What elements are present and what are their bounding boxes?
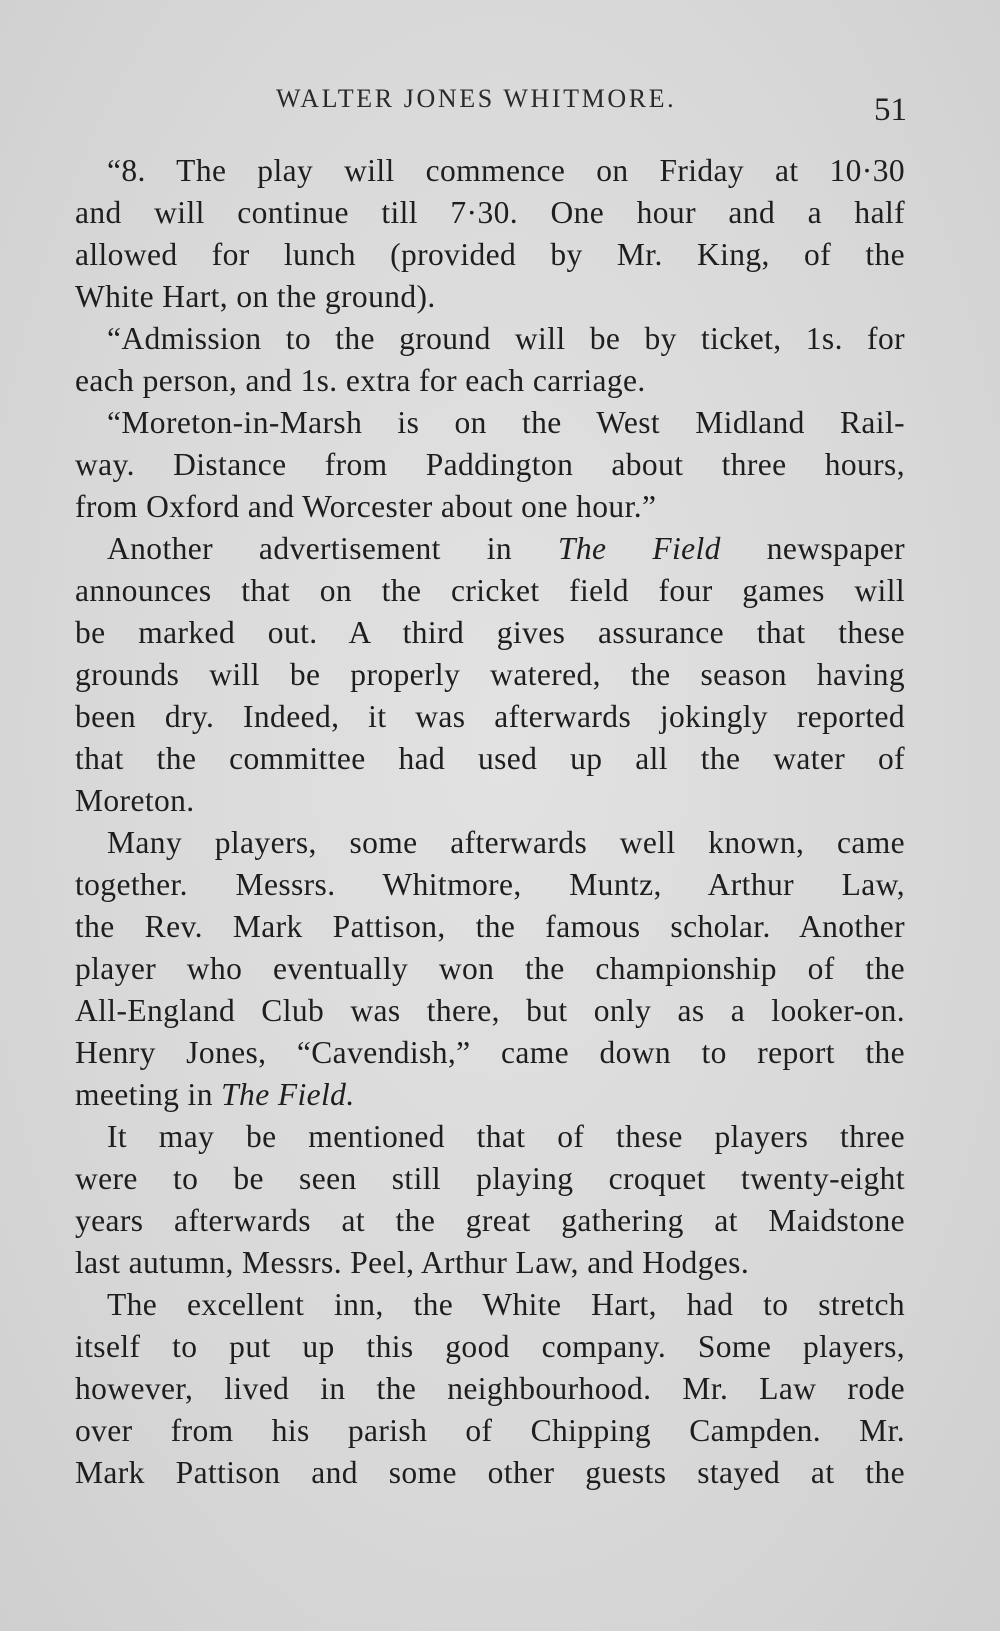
text-line: “8. The play will commence on Friday at 10·30 [107,153,905,188]
text-line: from Oxford and Worcester about one hour.” [75,489,657,524]
text-line: It may be mentioned that of these players three [107,1119,905,1154]
text-line: and will continue till 7·30. One hour and a half [75,195,905,230]
text-line: been dry. Indeed, it was afterwards jokingly reported [75,699,905,734]
text-line: itself to put up this good company. Some players, [75,1329,905,1364]
text-line: All-England Club was there, but only as a looker-on. [75,993,905,1028]
text-line: grounds will be properly watered, the season having [75,657,905,692]
body-text [75,150,905,1494]
text-line: that the committee had used up all the water of [75,741,905,776]
text-run: Another advertisement in [107,531,558,566]
text-line: allowed for lunch (provided by Mr. King, of the [75,237,905,272]
text-line: announces that on the cricket field four games will [75,573,905,608]
paragraph [75,1284,905,1494]
running-head [0,84,1000,128]
text-line: Many players, some afterwards well known, came [107,825,905,860]
text-line: however, lived in the neighbourhood. Mr. Law rode [75,1371,905,1406]
italic-title: The Field [557,531,721,566]
text-run: meeting in [75,1077,222,1112]
paragraph [75,318,905,402]
text-line: player who eventually won the championship of the [75,951,905,986]
paragraph [75,528,905,822]
text-line: together. Messrs. Whitmore, Muntz, Arthur Law, [75,867,905,902]
running-title: WALTER JONES WHITMORE. [276,84,677,113]
text-line: “Moreton-in-Marsh is on the West Midland Rail- [107,405,905,440]
text-line [75,528,905,570]
paragraph [75,150,905,318]
text-line: each person, and 1s. extra for each carriage. [75,363,646,398]
text-line: “Admission to the ground will be by ticket, 1s. for [107,321,905,356]
page-number: 51 [874,92,907,128]
paragraph [75,1116,905,1284]
text-line: be marked out. A third gives assurance that these [75,615,905,650]
text-line: White Hart, on the ground). [75,279,436,314]
text-run: newspaper [720,531,905,566]
text-line [75,1074,905,1116]
text-line: the Rev. Mark Pattison, the famous scholar. Another [75,909,905,944]
italic-title: The Field. [221,1077,355,1112]
paragraph [75,402,905,528]
text-line: way. Distance from Paddington about three hours, [75,447,905,482]
paragraph [75,822,905,1116]
text-line: over from his parish of Chipping Campden. Mr. [75,1413,905,1448]
text-line: The excellent inn, the White Hart, had to stretch [107,1287,905,1322]
text-line: years afterwards at the great gathering at Maidstone [75,1203,905,1238]
text-line: were to be seen still playing croquet twenty-eight [75,1161,905,1196]
text-line: Moreton. [75,783,195,818]
text-line: last autumn, Messrs. Peel, Arthur Law, and Hodges. [75,1245,750,1280]
text-line: Mark Pattison and some other guests stayed at the [75,1455,905,1490]
text-line: Henry Jones, “Cavendish,” came down to report the [75,1035,905,1070]
